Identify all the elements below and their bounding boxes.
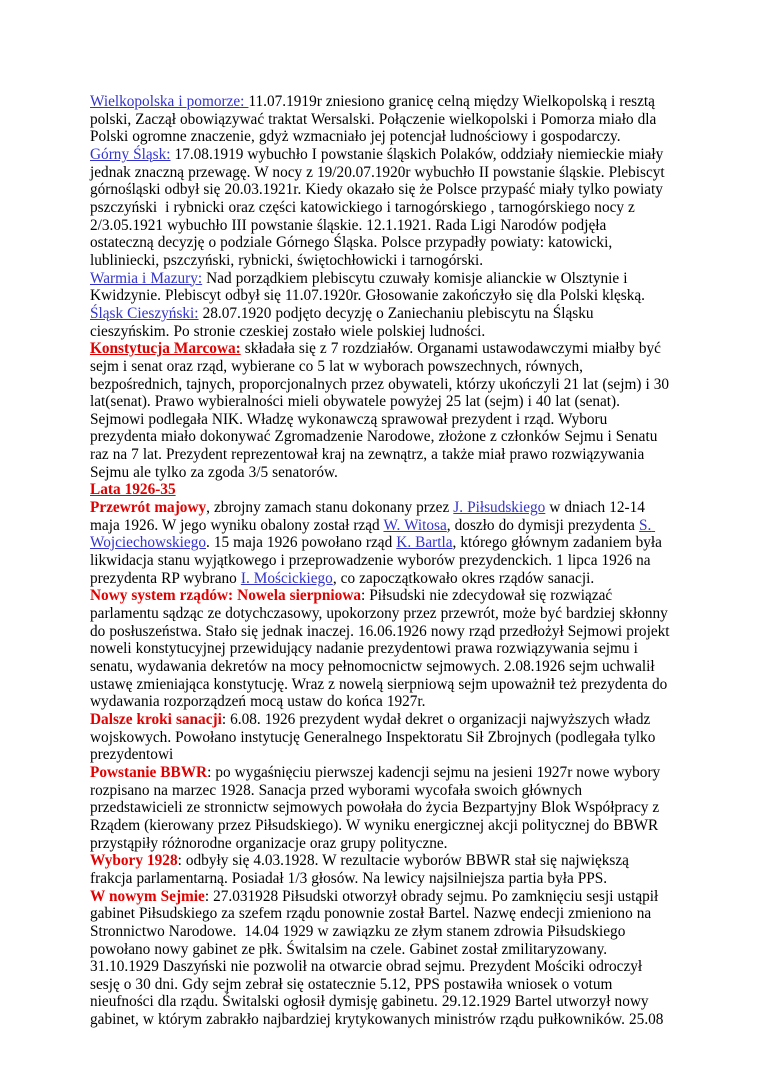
body-text: : odbyły się 4.03.1928. W rezultacie wyborów BBWR stał się największą frakcja parlamentarną. Posiadał 1/3 głosów. Na lewicy najsilniejsza partia była PPS. [90,852,633,887]
hyperlink[interactable]: I. Mościckiego [240,569,333,587]
hyperlink[interactable]: J. Piłsudskiego [453,499,546,517]
document-body [90,93,672,1029]
hyperlink[interactable]: Wielkopolska i pomorze: [90,93,249,110]
hyperlink[interactable]: Warmia i Mazury: [90,269,203,287]
section-przewrot-majowy [90,499,672,587]
section-heading: W nowym Sejmie [90,887,205,905]
section-w-nowym-sejmie [90,888,672,1029]
section-slask-cieszynski [90,305,672,340]
body-text: : Piłsudski nie zdecydował się rozwiązać parlamentu sądząc ze dotychczasowy, upokorzony przez przewrót, może być bardziej skłonny do posłuszeństwa. Stało się jednak inaczej. 16.06.1926 nowy rząd przedłożył Sejmowi projekt noweli konstytucyjnej przewidujący nadanie prezydentowi prawa rozwiązywania sejmu i senatu, wydawania dekretów na mocy pełnomocnictw sejmowych. 2.08.1926 sejm uchwalił ustawę zmieniająca konstytucję. Wraz z nowelą sierpniową sejm upoważnił też prezydenta do wydawania rozporządzeń mocą ustaw do końca 1927r. [90,587,674,711]
hyperlink[interactable]: K. Bartla [396,534,453,552]
body-text: : 27.031928 Piłsudski otworzył obrady sejmu. Po zamknięciu sesji ustąpił gabinet Piłsudskiego za szefem rządu ponownie został Bartel. Nazwę endecji zmieniono na Stronnictwo Narodowe. 14.04 1929 w zawiązku ze złym stanem zdrowia Piłsudskiego powołano nowy gabinet ze płk. Świtalsim na czele. Gabinet został zmilitaryzowany. 31.10.1929 Daszyński nie pozwolił na otwarcie obrad sejmu. Prezydent Mościki odroczył sesję o 30 dni. Gdy sejm zebrał się ostatecznie 5.12, PPS postawiła wniosek o votum nieufności dla rządu. Świtalski ogłosił dymisję gabinetu. 29.12.1929 Bartel utworzył nowy gabinet, w którym zabrakło najbardziej krytykowanych ministrów rządu pułkowników. 25.08 [90,887,664,1029]
hyperlink[interactable]: Górny Śląsk: [90,145,171,163]
section-heading: Dalsze kroki sanacji [90,710,222,728]
section-wielkopolska-pomorze [90,93,672,146]
hyperlink[interactable]: Śląsk Cieszyński: [90,304,199,322]
body-text: Nad porządkiem plebiscytu czuwały komisje alianckie w Olsztynie i Kwidzynie. Plebiscyt odbył się 11.07.1920r. Głosowanie zakończyło się dla Polski klęską. [90,269,646,305]
section-gorny-slask [90,146,672,270]
body-text: : po wygaśnięciu pierwszej kadencji sejmu na jesieni 1927r nowe wybory rozpisano na marzec 1928. Sanacja przed wyborami wycofała swoich głównych przedstawicieli ze stronnictw sejmowych powołała do życia Bezpartyjny Blok Współpracy z Rządem (kierowany przez Piłsudskiego). W wyniku energicznej akcji politycznej do BBWR przystąpiły różnorodne organizacje oraz grupy polityczne. [90,763,665,852]
body-text: 28.07.1920 podjęto decyzję o Zaniechaniu plebiscytu na Śląsku cieszyńskim. Po stronie czeskiej zostało wiele polskiej ludności. [90,304,598,340]
section-powstanie-bbwr [90,764,672,852]
section-wybory-1928 [90,852,672,887]
body-text: : 6.08. 1926 prezydent wydał dekret o organizacji najwyższych władz wojskowych. Powołano instytucję Generalnego Inspektoratu Sił Zbrojnych (podlegała tylko prezydentowi [90,710,660,764]
section-heading: Wybory 1928 [90,852,178,870]
section-warmia-mazury [90,270,672,305]
body-text: . 15 maja 1926 powołano rząd [206,534,397,552]
section-heading-underlined: Lata 1926-35 [90,481,176,499]
section-heading: Nowy system rządów: Nowela sierpniowa [90,587,362,605]
hyperlink[interactable]: S. Wojciechowskiego [90,516,656,552]
heading-lata-1926-35 [90,481,672,499]
section-konstytucja-marcowa [90,340,672,481]
section-nowela-sierpniowa [90,587,672,711]
body-text: składała się z 7 rozdziałów. Organami ustawodawczymi miałby być sejm i senat oraz rząd, wybierane co 5 lat w wyborach powszechnych, równych, bezpośrednich, tajnych, proporcjonalnych przez obywateli, którzy ukończyli 21 lat (sejm) i 30 lat(senat). Prawo wybieralności mieli obywatele powyżej 25 lat (sejm) i 40 lat (senat). Sejmowi podlegała NIK. Władzę wykonawczą sprawował prezydent i rząd. Wyboru prezydenta miało dokonywać Zgromadzenie Narodowe, złożone z członków Sejmu i Senatu raz na 7 lat. Prezydent reprezentował kraj na zewnątrz, a także miał prawo rozwiązywania Sejmu ale tylko za zgoda 3/5 senatorów. [90,340,674,481]
section-heading: Przewrót majowy [90,499,207,517]
body-text: , zbrojny zamach stanu dokonany przez [206,499,454,517]
section-dalsze-kroki-sanacji [90,711,672,764]
body-text: , doszło do dymisji prezydenta [446,516,639,534]
hyperlink[interactable]: W. Witosa [383,516,447,534]
body-text: , którego głównym zadaniem była likwidacja stanu wyjątkowego i przeprowadzenie wyborów prezydenckich. 1 lipca 1926 na prezydenta RP wybrano [90,534,666,587]
section-heading-underlined: Konstytucja Marcowa: [90,340,241,358]
body-text: 17.08.1919 wybuchło I powstanie śląskich Polaków, oddziały niemieckie miały jednak znaczną przewagę. W nocy z 19/20.07.1920r wybuchło II powstanie śląskie. Plebiscyt górnośląski odbył się 20.03.1921r. Kiedy okazało się że Polsce przypaść miały tylko powiaty pszczyński i rybnicki oraz części katowickiego i tarnogórskiego , tarnogórskiego nocy z 2/3.05.1921 wybuchło III powstanie śląskie. 12.1.1921. Rada Ligi Narodów podjęła ostateczną decyzję o podziale Górnego Śląska. Polsce przypadły powiaty: katowicki, lubliniecki, pszczyński, rybnicki, świętochłowicki i tarnogórski. [90,145,669,269]
body-text: , co zapoczątkowało okres rządów sanacji. [332,569,595,587]
body-text: 11.07.1919r zniesiono granicę celną między Wielkopolską i resztą polski, Zaczął obowiązywać traktat Wersalski. Połączenie wielkopolski i Pomorza miało dla Polski ogromne znaczenie, gdyż wzmacniało jej potencjał ludnościowy i gospodarczy. [90,93,661,146]
section-heading: Powstanie BBWR [90,763,208,781]
body-text: w dniach 12-14 maja 1926. W jego wyniku obalony został rząd [90,499,649,534]
